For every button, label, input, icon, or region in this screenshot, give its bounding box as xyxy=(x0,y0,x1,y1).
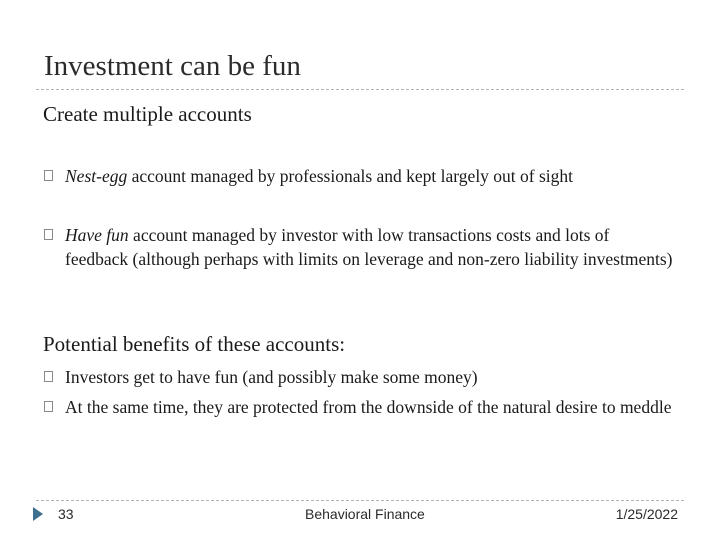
arrow-right-icon xyxy=(33,507,43,521)
bullet-emphasis: Nest-egg xyxy=(65,166,128,186)
bullet-body: Investors get to have fun (and possibly make some money) xyxy=(65,367,478,387)
slide-title: Investment can be fun xyxy=(44,50,301,82)
square-bullet-icon xyxy=(44,170,53,181)
section-heading-accounts: Create multiple accounts xyxy=(43,102,252,126)
section-heading-benefits: Potential benefits of these accounts: xyxy=(43,332,346,356)
bullet-protected xyxy=(44,395,674,419)
bullet-text xyxy=(65,223,674,271)
title-divider xyxy=(36,89,684,90)
bullet-body: account managed by investor with low transactions costs and lots of feedback (although perhaps with limits on leverage and non-zero liability investments) xyxy=(65,225,673,269)
bullet-text xyxy=(65,164,674,188)
footer-title: Behavioral Finance xyxy=(305,506,425,522)
page-number: 33 xyxy=(58,506,74,522)
footer-divider xyxy=(36,500,684,501)
square-bullet-icon xyxy=(44,401,53,412)
footer-date: 1/25/2022 xyxy=(615,506,678,522)
bullet-investors-fun xyxy=(44,365,674,389)
bullet-nest-egg xyxy=(44,164,674,188)
bullet-emphasis: Have fun xyxy=(65,225,129,245)
bullet-have-fun xyxy=(44,223,674,271)
bullet-body: account managed by professionals and kept largely out of sight xyxy=(127,166,574,186)
square-bullet-icon xyxy=(44,229,53,240)
bullet-body: At the same time, they are protected from the downside of the natural desire to meddle xyxy=(65,397,672,417)
square-bullet-icon xyxy=(44,371,53,382)
